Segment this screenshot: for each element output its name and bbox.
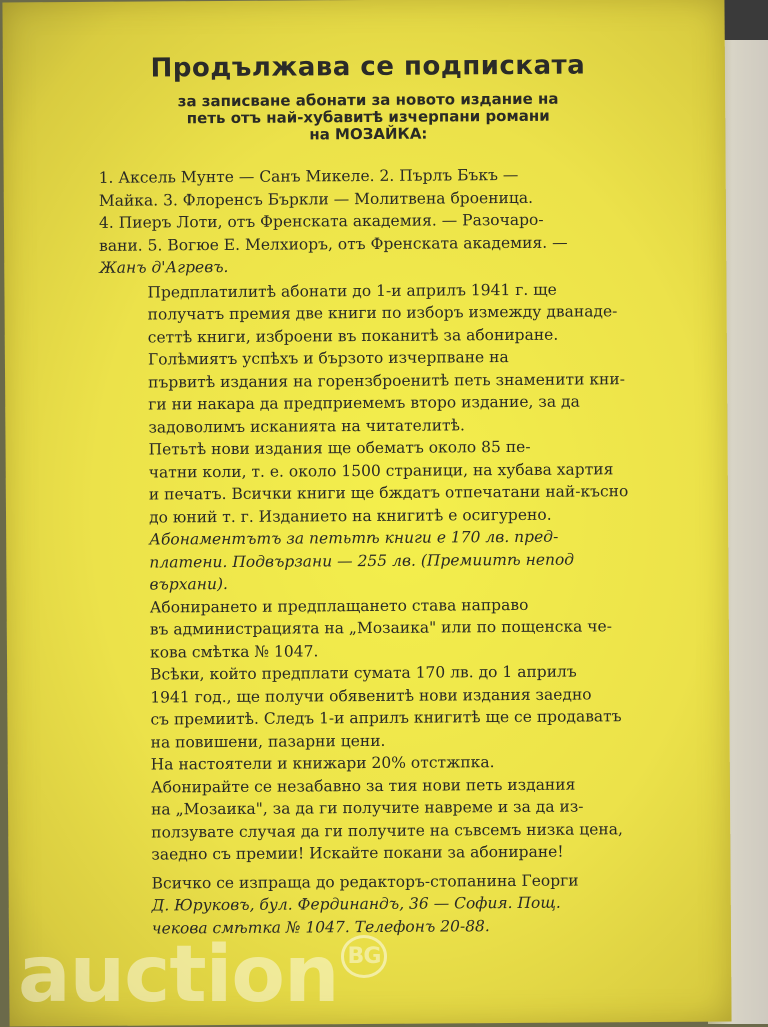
text-line: чекова смѣтка № 1047. Телефонъ 20-88. xyxy=(151,916,490,938)
text-line: Всѣки, който предплати сумата 170 лв. до 1 априлъ xyxy=(150,662,577,684)
subhead-line: петь отъ най-хубавитѣ изчерпани романи xyxy=(186,106,550,128)
paragraph-call-to-action xyxy=(103,773,644,867)
leaflet-content xyxy=(98,50,644,940)
text-line: първитѣ издания на горензброенитѣ петь знаменити кни- xyxy=(148,369,625,392)
text-line: На настоятели и книжари 20% отстжпка. xyxy=(150,753,495,774)
text-line: и печатъ. Всички книги ще бждатъ отпечатани най-късно xyxy=(148,482,629,504)
subheading xyxy=(98,90,638,145)
paragraph-premium xyxy=(99,278,639,349)
paragraph-new-editions xyxy=(100,435,641,529)
text-line: ползувате случая да ги получите на съвсемъ низка цена, xyxy=(151,819,623,842)
text-line: 4. Пиеръ Лоти, отъ Френската академия. — Разочаро- xyxy=(98,210,544,232)
text-line: на „Мозаика", за да ги получите навреме и за да из- xyxy=(151,797,584,819)
watermark-badge: BG xyxy=(341,935,388,978)
text-line: ги ни накара да предприемемъ второ издание, за да xyxy=(148,392,580,414)
text-line: чатни коли, т. е. около 1500 страници, на хубава хартия xyxy=(148,459,614,482)
auction-watermark xyxy=(18,930,387,1020)
yellow-leaflet xyxy=(2,0,731,1027)
background-corner xyxy=(718,0,768,40)
text-line: сеттѣ книги, изброени въ поканитѣ за абониране. xyxy=(147,325,559,347)
text-line: 1941 год., ще получи обявенитѣ нови издания заедно xyxy=(150,684,592,707)
text-line: 1. Аксель Мунте — Санъ Микеле. 2. Пърлъ Бъкъ — xyxy=(98,165,519,187)
text-line: платени. Подвързани — 255 лв. (Премиитѣ непод xyxy=(149,550,575,572)
text-line: кова смѣтка № 1047. xyxy=(149,641,319,662)
paragraph-prepay xyxy=(102,660,643,754)
text-line: Абонирайте се незабавно за тия нови петь издания xyxy=(150,775,576,797)
text-line: Майка. 3. Флоренсъ Бъркли — Молитвена броеница. xyxy=(98,188,534,210)
text-line: до юний т. г. Изданието на книгитѣ е осигурено. xyxy=(148,505,552,527)
subhead-line: на МОЗАЙКА: xyxy=(309,124,428,144)
novel-list xyxy=(99,163,640,279)
headline: Продължава се подписката xyxy=(150,50,586,84)
text-line: Предплатилитѣ абонати до 1-и априлъ 1941 г. ще xyxy=(147,280,557,302)
text-line: Петьтѣ нови издания ще обематъ около 85 пе- xyxy=(148,437,531,459)
text-line: въ администрацията на „Мозаика" или по пощенска че- xyxy=(149,617,612,639)
watermark-text: auction xyxy=(18,930,339,1020)
text-line: задоволимъ исканията на читателитѣ. xyxy=(148,415,465,437)
text-line: Голѣмиятъ успѣхъ и бързото изчерпване на xyxy=(147,348,509,369)
text-line: получатъ премия две книги по изборъ измежду дванаде- xyxy=(147,302,618,324)
text-line: съ премиитѣ. Следъ 1-и априлъ книгитѣ ще се продаватъ xyxy=(150,707,622,729)
text-line: Абонирането и предплащането става направо xyxy=(149,595,529,617)
text-line: Д. Юруковъ, бул. Фердинандъ, 36 — София. Пощ. xyxy=(151,893,561,915)
text-line: вани. 5. Вогюе Е. Мелхиоръ, отъ Френската академия. — xyxy=(99,233,568,255)
paragraph-success xyxy=(100,345,641,439)
text-line: върхани). xyxy=(149,574,228,594)
paragraph-subscription-price xyxy=(101,525,641,596)
subhead-line: за записване абонати за новото издание на xyxy=(177,89,559,111)
text-line: заедно съ премии! Искайте покани за абониране! xyxy=(151,842,564,864)
text-line: Жанъ д'Агревъ. xyxy=(99,257,229,277)
paragraph-payment xyxy=(102,593,642,664)
text-line: Всичко се изпраща до редакторъ-стопанина Георги xyxy=(151,871,579,893)
text-line: на повишени, пазарни цени. xyxy=(150,731,386,752)
text-line: Абонаментътъ за петьтѣ книги е 170 лв. пред- xyxy=(149,527,559,549)
